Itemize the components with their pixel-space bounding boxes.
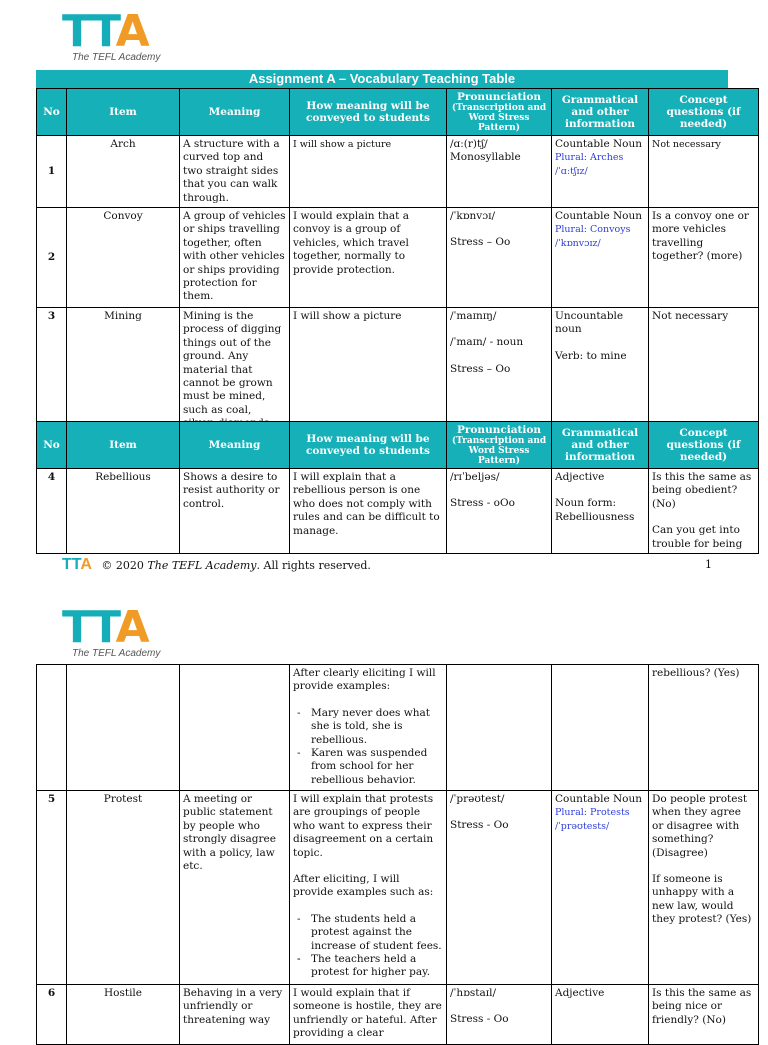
header-pronunciation: Pronunciation (Transcription and Word Stress Pattern) [447, 422, 552, 469]
row-item: Hostile [67, 985, 180, 1045]
table-row [37, 469, 759, 554]
row-conveyed: I will show a picture [290, 308, 447, 447]
header-grammar: Grammatical and other information [552, 89, 649, 136]
header-pronunciation: Pronunciation (Transcription and Word Stress Pattern) [447, 89, 552, 136]
row-conveyed: I will explain that a rebellious person is one who does not comply with rules and can be difficult to manage. [290, 469, 447, 554]
row-grammar: Countable Noun Plural: Arches /ˈɑːtʃɪz/ [552, 136, 649, 208]
page-number: 1 [705, 558, 712, 571]
vocab-table-2 [36, 421, 759, 554]
row-meaning: A structure with a curved top and two straight sides that you can walk through. [180, 136, 290, 208]
logo-mark: TTA [62, 6, 148, 57]
table-row [37, 665, 759, 791]
row-concept: Not necessary [649, 308, 759, 447]
header-concept: Concept questions (if needed) [649, 89, 759, 136]
row-pronunciation: /ˈprəʊtest/ Stress - Oo [447, 791, 552, 985]
table-row [37, 136, 759, 208]
row-concept: Is this the same as being nice or friendly? (No) [649, 985, 759, 1045]
page-title: Assignment A – Vocabulary Teaching Table [36, 70, 728, 88]
logo-subtitle: The TEFL Academy [72, 648, 161, 659]
list-item: - The teachers held a protest for higher pay. [311, 953, 443, 980]
row-conveyed: I will explain that protests are groupings of people who want to express their disagreement on a certain topic. After eliciting, I will provide examples such as: - The students held a protest against the increase of student fees. - The teachers held a protest for higher pay. [290, 791, 447, 985]
row-item: Arch [67, 136, 180, 208]
row-concept: Is this the same as being obedient? (No) Can you get into trouble for being [649, 469, 759, 554]
row-grammar: Uncountable noun Verb: to mine [552, 308, 649, 447]
footer-copyright: © 2020 The TEFL Academy. All rights reserved. [101, 559, 371, 572]
row-item: Protest [67, 791, 180, 985]
row-pronunciation: /ˈhɒstaɪl/ Stress - Oo [447, 985, 552, 1045]
row-item: Rebellious [67, 469, 180, 554]
row-meaning [180, 665, 290, 791]
row-number: 5 [37, 791, 67, 985]
row-grammar: Countable Noun Plural: Protests /ˈprəʊtests/ [552, 791, 649, 985]
row-number [37, 665, 67, 791]
vocab-table-1 [36, 88, 759, 447]
logo [62, 6, 161, 63]
row-pronunciation: /rɪˈbeljəs/ Stress - oOo [447, 469, 552, 554]
row-pronunciation: /ˈmaɪnɪŋ/ /ˈmaɪn/ - noun Stress – Oo [447, 308, 552, 447]
row-number: 2 [37, 208, 67, 308]
row-concept: Do people protest when they agree or disagree with something? (Disagree) If someone is unhappy with a new law, would they protest? (Yes) [649, 791, 759, 985]
header-no: No [37, 422, 67, 469]
row-item: Convoy [67, 208, 180, 308]
row-pronunciation: /ɑː(r)tʃ/ Monosyllable [447, 136, 552, 208]
row-concept: rebellious? (Yes) [649, 665, 759, 791]
row-conveyed: After clearly eliciting I will provide examples: - Mary never does what she is told, she is rebellious. - Karen was suspended from school for her rebellious behavior. [290, 665, 447, 791]
row-number: 3 [37, 308, 67, 447]
table-row [37, 985, 759, 1045]
row-concept: Not necessary [649, 136, 759, 208]
row-conveyed: I would explain that if someone is hostile, they are unfriendly or hateful. After providing a clear [290, 985, 447, 1045]
logo-mark: TTA [62, 602, 148, 653]
row-meaning: A group of vehicles or ships travelling together, often with other vehicles or ships providing protection for them. [180, 208, 290, 308]
row-meaning: Mining is the process of digging things out of the ground. Any material that cannot be grown must be mined, such as coal, [180, 308, 290, 447]
row-grammar: Adjective Noun form: Rebelliousness [552, 469, 649, 554]
page-break [0, 588, 768, 594]
footer-logo: TTA [62, 556, 92, 573]
row-pronunciation: /ˈkɒnvɔɪ/ Stress – Oo [447, 208, 552, 308]
table-row [37, 208, 759, 308]
header-item: Item [67, 422, 180, 469]
vocab-table-3 [36, 664, 759, 1045]
row-meaning: Behaving in a very unfriendly or threatening way [180, 985, 290, 1045]
logo [62, 602, 161, 659]
row-number: 1 [37, 136, 67, 208]
row-conveyed: I will show a picture [290, 136, 447, 208]
footer [62, 556, 722, 574]
row-item [67, 665, 180, 791]
header-grammar: Grammatical and other information [552, 422, 649, 469]
row-pronunciation [447, 665, 552, 791]
header-conveyed: How meaning will be conveyed to students [290, 422, 447, 469]
header-no: No [37, 89, 67, 136]
row-concept: Is a convoy one or more vehicles travelling together? (more) [649, 208, 759, 308]
header-concept: Concept questions (if needed) [649, 422, 759, 469]
header-conveyed: How meaning will be conveyed to students [290, 89, 447, 136]
row-number: 6 [37, 985, 67, 1045]
row-grammar: Countable Noun Plural: Convoys /ˈkɒnvɔɪz/ [552, 208, 649, 308]
row-grammar: Adjective [552, 985, 649, 1045]
row-item: Mining [67, 308, 180, 447]
row-grammar [552, 665, 649, 791]
row-meaning: Shows a desire to resist authority or control. [180, 469, 290, 554]
header-item: Item [67, 89, 180, 136]
table-row [37, 791, 759, 985]
header-meaning: Meaning [180, 422, 290, 469]
logo-subtitle: The TEFL Academy [72, 52, 161, 63]
row-number: 4 [37, 469, 67, 554]
header-meaning: Meaning [180, 89, 290, 136]
row-conveyed: I would explain that a convoy is a group of vehicles, which travel together, normally to provide protection. [290, 208, 447, 308]
list-item: - Karen was suspended from school for her rebellious behavior. [311, 747, 443, 787]
list-item: - Mary never does what she is told, she is rebellious. [311, 707, 443, 747]
list-item: - The students held a protest against the increase of student fees. [311, 913, 443, 953]
row-meaning: A meeting or public statement by people who strongly disagree with a policy, law etc. [180, 791, 290, 985]
